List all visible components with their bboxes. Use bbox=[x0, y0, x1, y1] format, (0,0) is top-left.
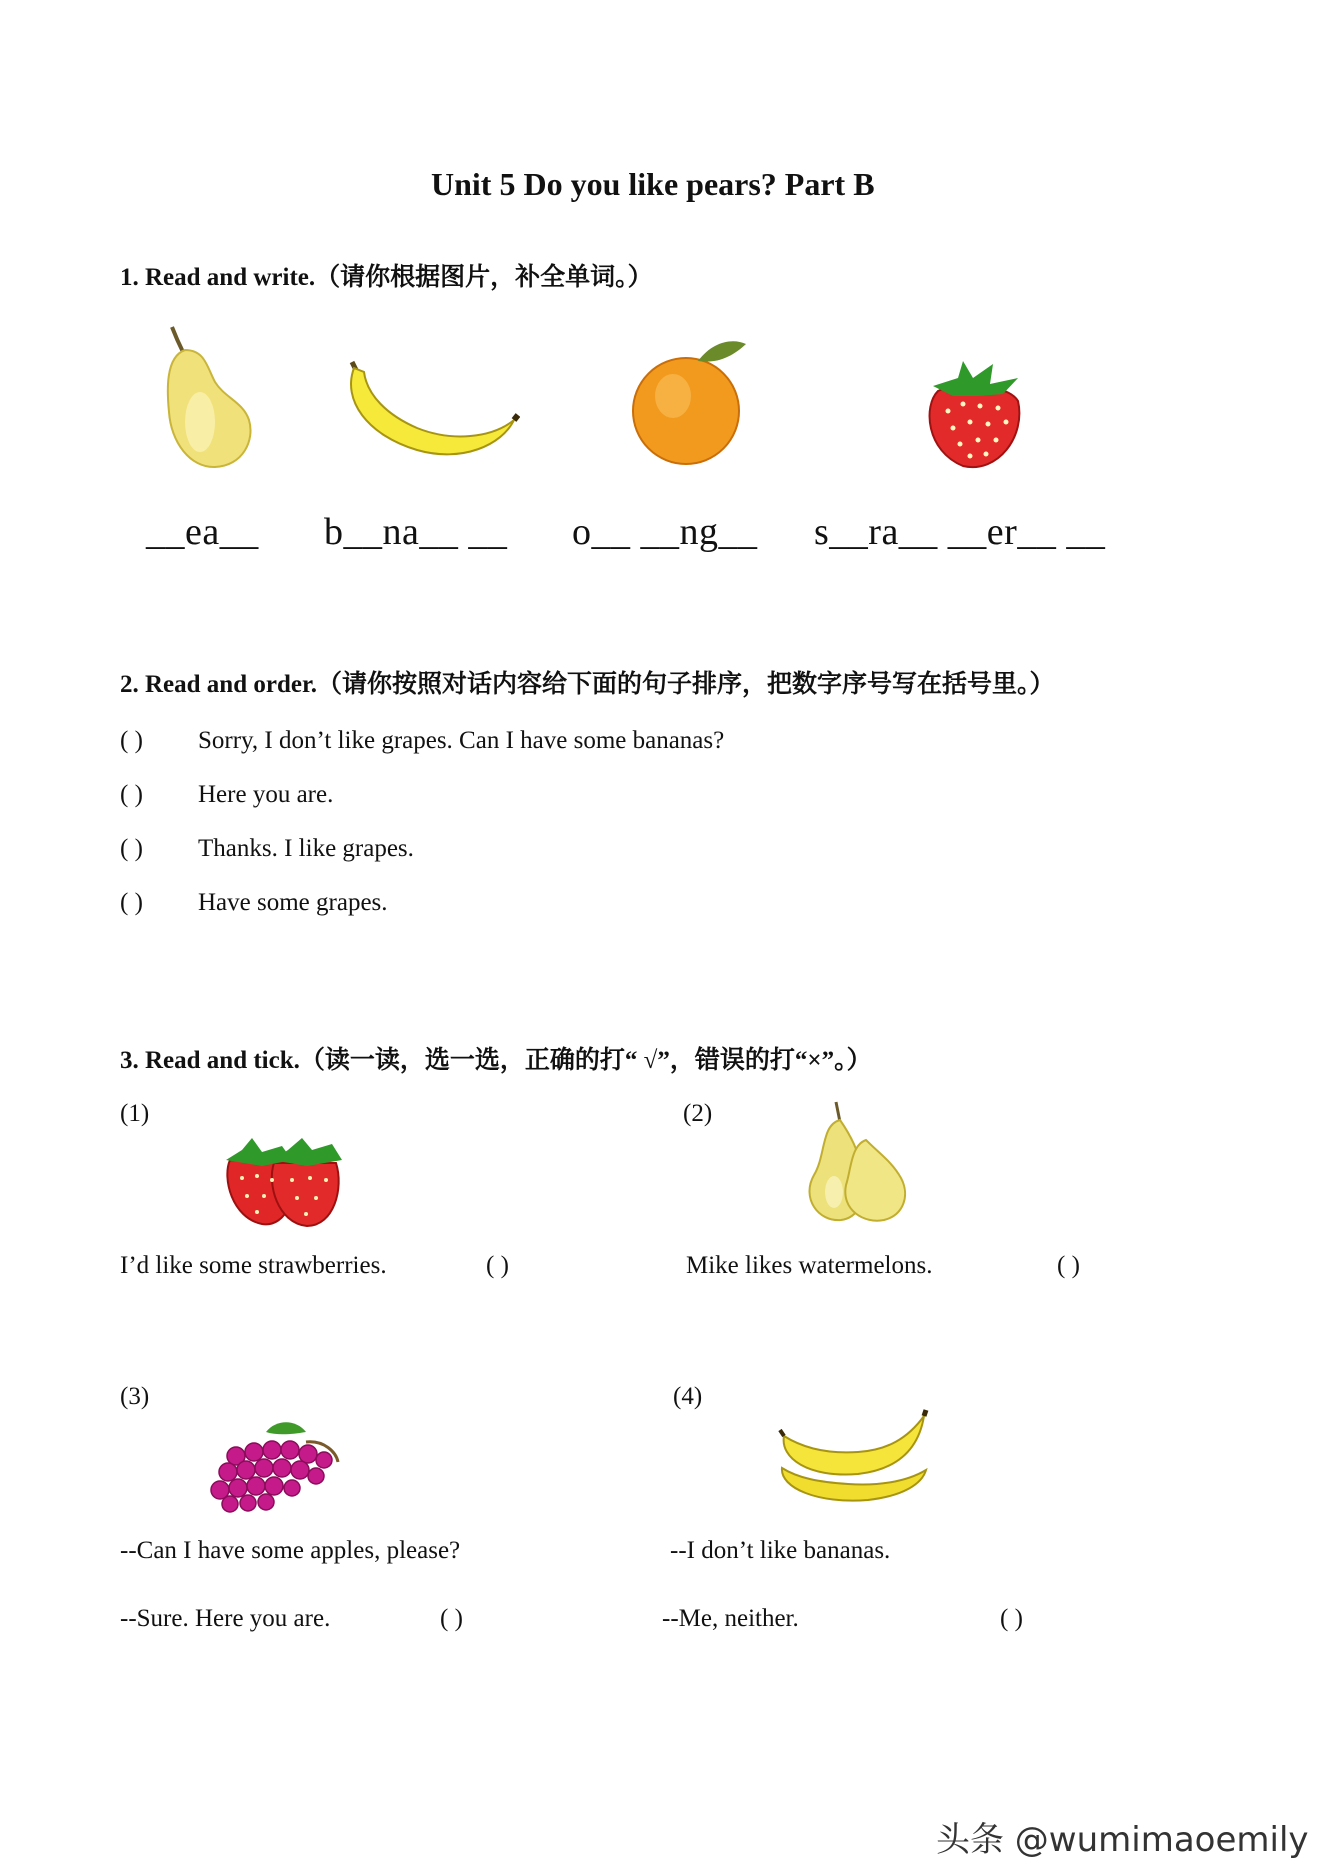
grapes-icon bbox=[206, 1414, 346, 1514]
section-3-heading: 3. Read and tick.（读一读，选一选，正确的打“ √”，错误的打“×”。） bbox=[120, 1047, 872, 1074]
tick-sentence: I’d like some strawberries. bbox=[120, 1252, 387, 1279]
blank-word-pear: __ea__ bbox=[146, 511, 259, 553]
item-number: (2) bbox=[683, 1100, 713, 1127]
blank-word-orange: o__ __ng__ bbox=[572, 511, 758, 553]
watermark: 头条 @wumimaoemily bbox=[936, 1820, 1309, 1860]
blank-word-strawberry: s__ra__ __er__ __ bbox=[814, 511, 1106, 553]
strawberries-icon bbox=[222, 1138, 347, 1228]
tick-dialogue-line-1: --Can I have some apples, please? bbox=[120, 1537, 461, 1564]
item-number: (4) bbox=[673, 1383, 703, 1410]
order-sentence: Here you are. bbox=[198, 781, 334, 808]
item-number: (1) bbox=[120, 1100, 150, 1127]
bananas-icon bbox=[778, 1408, 930, 1508]
blank-word-banana: b__na__ __ bbox=[324, 511, 508, 553]
section-1-heading: 1. Read and write.（请你根据图片，补全单词。） bbox=[120, 264, 653, 291]
order-sentence: Thanks. I like grapes. bbox=[198, 835, 414, 862]
page-title: Unit 5 Do you like pears? Part B bbox=[431, 166, 875, 202]
pears-icon bbox=[796, 1100, 911, 1225]
banana-icon bbox=[342, 360, 520, 465]
order-bracket[interactable]: ( ) bbox=[120, 727, 143, 754]
order-bracket[interactable]: ( ) bbox=[120, 835, 143, 862]
tick-dialogue-line-2: --Me, neither. bbox=[662, 1605, 799, 1632]
tick-bracket[interactable]: ( ) bbox=[440, 1605, 463, 1632]
order-sentence: Have some grapes. bbox=[198, 889, 388, 916]
order-sentence: Sorry, I don’t like grapes. Can I have some bananas? bbox=[198, 727, 725, 754]
orange-icon bbox=[628, 336, 753, 466]
strawberry-icon bbox=[918, 356, 1033, 471]
tick-dialogue-line-1: --I don’t like bananas. bbox=[670, 1537, 891, 1564]
pear-icon bbox=[155, 322, 260, 472]
tick-sentence: Mike likes watermelons. bbox=[686, 1252, 933, 1279]
tick-dialogue-line-2: --Sure. Here you are. bbox=[120, 1605, 331, 1632]
tick-bracket[interactable]: ( ) bbox=[1000, 1605, 1023, 1632]
tick-bracket[interactable]: ( ) bbox=[486, 1252, 509, 1279]
order-bracket[interactable]: ( ) bbox=[120, 781, 143, 808]
order-bracket[interactable]: ( ) bbox=[120, 889, 143, 916]
item-number: (3) bbox=[120, 1383, 150, 1410]
section-2-heading: 2. Read and order.（请你按照对话内容给下面的句子排序，把数字序号写在括号里。） bbox=[120, 671, 1055, 698]
tick-bracket[interactable]: ( ) bbox=[1057, 1252, 1080, 1279]
